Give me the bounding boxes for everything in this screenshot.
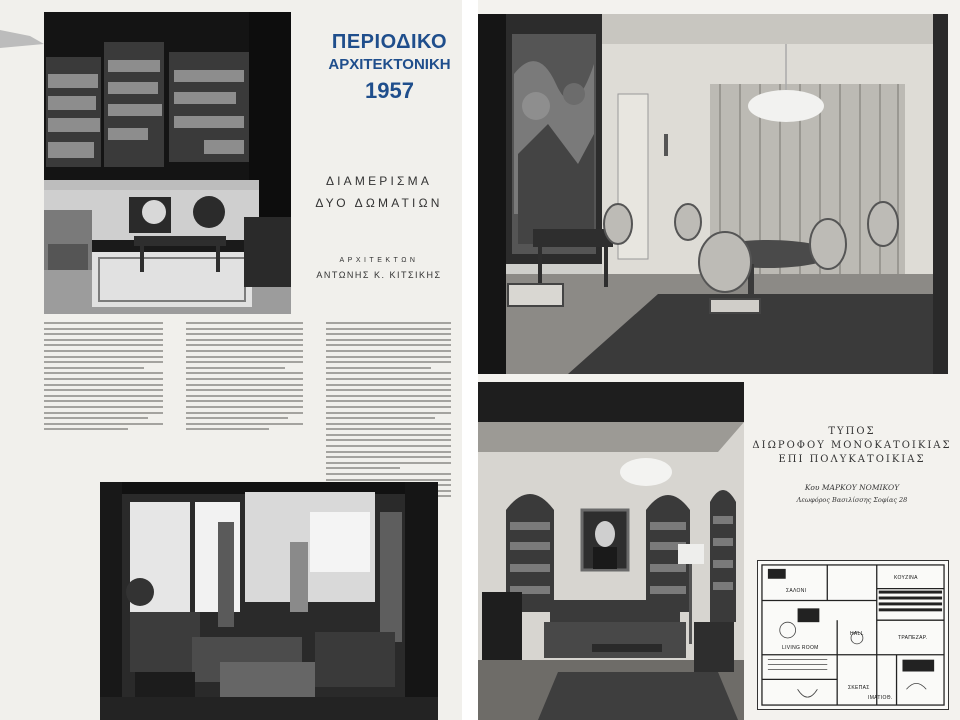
magazine-header: [322, 30, 457, 106]
text-line: [326, 423, 451, 425]
text-line: [44, 328, 163, 330]
text-line: [44, 389, 163, 391]
text-line: [186, 384, 303, 386]
text-line: [186, 333, 303, 335]
text-line: [326, 428, 451, 430]
second-article-title-line1: ΤΥΠΟΣ: [828, 426, 876, 437]
text-line: [326, 462, 451, 464]
plan-label-kouzina: ΚΟΥΖΙΝΑ: [894, 575, 918, 581]
text-line: [326, 356, 451, 358]
magazine-name: ΠΕΡΙΟΔΙΚΟ: [331, 31, 448, 53]
text-line: [326, 406, 451, 408]
text-line: [186, 406, 303, 408]
text-line: [186, 344, 303, 346]
text-line: [326, 361, 451, 363]
text-line: [44, 428, 128, 430]
text-line: [326, 328, 451, 330]
photo-living-room-sofa: [100, 482, 438, 720]
article-title-line2: ΔΥΟ ΔΩΜΑΤΙΩΝ: [315, 196, 443, 210]
text-line: [44, 361, 163, 363]
text-line: [326, 412, 451, 414]
architect-label: ΑΡΧΙΤΕΚΤΩΝ: [339, 257, 419, 264]
text-column-3: [326, 322, 456, 507]
text-line: [186, 367, 285, 369]
text-column-2: [186, 322, 308, 434]
text-line: [186, 428, 269, 430]
text-line: [44, 384, 163, 386]
text-line: [326, 344, 451, 346]
text-line: [326, 333, 451, 335]
text-line: [186, 328, 303, 330]
text-line: [326, 372, 451, 374]
text-line: [44, 400, 163, 402]
text-line: [186, 361, 303, 363]
text-line: [44, 406, 163, 408]
text-line: [326, 467, 400, 469]
text-line: [326, 395, 451, 397]
text-line: [44, 344, 163, 346]
text-line: [44, 339, 163, 341]
text-line: [44, 412, 163, 414]
text-line: [326, 400, 451, 402]
second-article-title-line3: ΕΠΙ ΠΟΛΥΚΑΤΟΙΚΙΑΣ: [778, 454, 926, 465]
text-line: [44, 378, 163, 380]
photo-salon-bookshelves: [478, 382, 744, 720]
text-line: [44, 356, 163, 358]
text-line: [326, 451, 451, 453]
plan-label-living-room: LIVING ROOM: [782, 645, 819, 651]
text-line: [326, 439, 451, 441]
text-line: [44, 423, 163, 425]
text-line: [326, 322, 451, 324]
article-title-line1: ΔΙΑΜΕΡΙΣΜΑ: [325, 174, 433, 188]
second-article-author: [752, 482, 952, 506]
text-line: [186, 372, 303, 374]
text-line: [186, 322, 303, 324]
text-line: [326, 456, 451, 458]
text-line: [326, 445, 451, 447]
text-line: [326, 378, 451, 380]
text-line: [44, 372, 163, 374]
text-line: [326, 339, 451, 341]
text-line: [326, 479, 451, 481]
text-line: [44, 322, 163, 324]
text-line: [186, 395, 303, 397]
text-line: [44, 333, 163, 335]
plan-label-hall: HALL: [850, 631, 864, 637]
text-line: [326, 434, 451, 436]
text-line: [186, 378, 303, 380]
text-line: [44, 350, 163, 352]
right-page: [478, 0, 960, 720]
author-address: Λεωφόρος Βασιλίσσης Σοφίας 28: [796, 496, 908, 504]
text-line: [326, 473, 451, 475]
plan-label-imatiothiki: ΙΜΑΤΙΟΘ.: [868, 695, 893, 701]
architect-name: ΑΝΤΩΝΗΣ Κ. ΚΙΤΣΙΚΗΣ: [316, 270, 442, 280]
text-line: [44, 367, 144, 369]
text-line: [186, 350, 303, 352]
architect-credit: [300, 254, 458, 282]
text-line: [186, 389, 303, 391]
second-article-title-line2: ΔΙΩΡΟΦΟΥ ΜΟΝΟΚΑΤΟΙΚΙΑΣ: [752, 440, 952, 451]
text-line: [326, 417, 435, 419]
magazine-year: 1957: [365, 78, 414, 103]
text-line: [326, 350, 451, 352]
photo-living-room-library: [44, 12, 291, 314]
text-line: [326, 367, 431, 369]
plan-label-saloni: ΣΑΛΟΝΙ: [786, 588, 807, 594]
text-line: [326, 384, 451, 386]
floor-plan: [757, 560, 949, 710]
text-line: [186, 339, 303, 341]
photo-dining-room: [478, 14, 948, 374]
text-line: [326, 389, 451, 391]
magazine-subtitle: ΑΡΧΙΤΕΚΤΟΝΙΚΗ: [328, 56, 451, 73]
author-name: Κου ΜΑΡΚΟΥ ΝΟΜΙΚΟΥ: [804, 483, 900, 492]
plan-label-trapezaria: ΤΡΑΠΕΖΑΡ.: [898, 635, 928, 641]
plan-label-skepas: ΣΚΕΠΑΣ: [848, 685, 870, 691]
second-article-title: [752, 425, 952, 467]
text-line: [44, 417, 148, 419]
text-column-1: [44, 322, 168, 434]
article-title: [300, 170, 458, 214]
text-line: [186, 356, 303, 358]
text-line: [186, 417, 288, 419]
text-line: [44, 395, 163, 397]
text-line: [186, 423, 303, 425]
page-gutter: [462, 0, 478, 720]
left-page: [0, 0, 462, 720]
text-line: [186, 412, 303, 414]
photo-lamp-edge: [0, 14, 44, 54]
text-line: [186, 400, 303, 402]
